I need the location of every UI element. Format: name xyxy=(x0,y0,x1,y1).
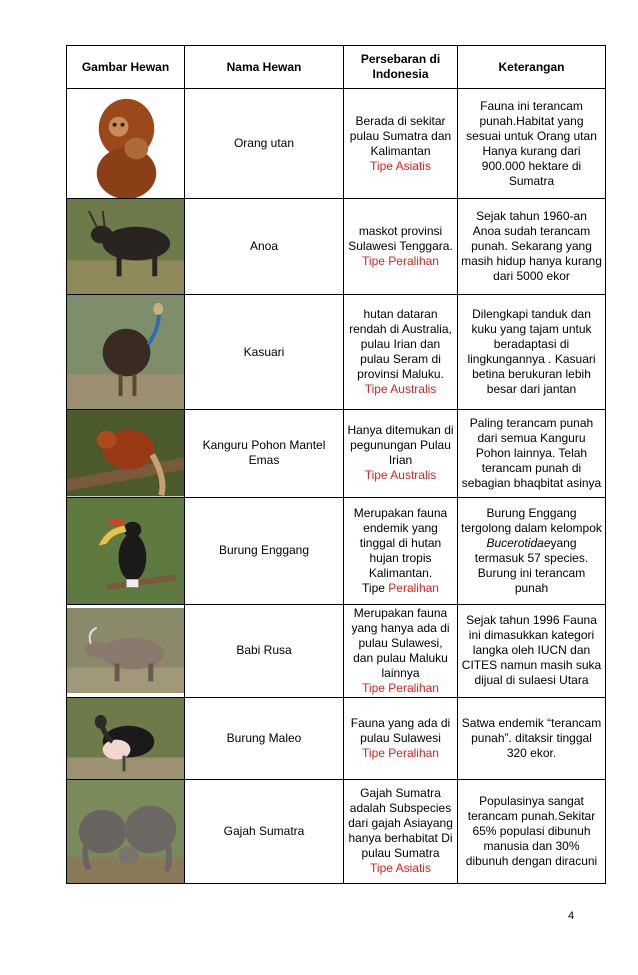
distribution-text: Gajah Sumatra adalah Subspecies dari gajah Asiayang hanya berhabitat Di pulau Sumatra xyxy=(348,786,453,861)
distribution-text: Merupakan fauna endemik yang tinggal di hutan hujan tropis Kalimantan. xyxy=(353,505,448,580)
animal-name: Kasuari xyxy=(185,295,344,410)
animal-name: Burung Enggang xyxy=(185,497,344,604)
note-italic-term: Bucerotidae xyxy=(486,535,551,550)
animal-name: Kanguru Pohon Mantel Emas xyxy=(185,410,344,497)
maleo-photo xyxy=(67,698,184,779)
type-label: Tipe Australis xyxy=(364,468,437,483)
hornbill-photo xyxy=(67,498,184,604)
orangutan-photo xyxy=(67,89,184,198)
note-cell: Fauna ini terancam punah.Habitat yang sesuai untuk Orang utan Hanya kurang dari 900.000 hektare di Sumatra xyxy=(458,89,606,199)
note-cell: Sejak tahun 1960-an Anoa sudah terancam punah. Sekarang yang masih hidup hanya kurang dari 5000 ekor xyxy=(458,199,606,295)
tree-kangaroo-photo xyxy=(67,410,184,496)
babirusa-photo xyxy=(67,608,184,693)
type-label: Tipe Peralihan xyxy=(362,254,439,269)
animal-name: Gajah Sumatra xyxy=(185,779,344,883)
note-cell: Sejak tahun 1996 Fauna ini dimasukkan kategori langka oleh IUCN dan CITES namun masih suka dijual di sulaesi Utara xyxy=(458,604,606,697)
cassowary-photo-cell xyxy=(67,295,185,410)
anoa-photo-cell xyxy=(67,199,185,295)
header-image: Gambar Hewan xyxy=(67,46,185,89)
distribution-cell xyxy=(344,410,458,497)
hornbill-photo-cell xyxy=(67,497,185,604)
table-row xyxy=(67,199,606,295)
page-number: 4 xyxy=(568,910,575,922)
distribution-text: hutan dataran rendah di Australia, pulau Irian dan pulau Seram di provinsi Maluku. xyxy=(349,307,452,382)
distribution-cell xyxy=(344,199,458,295)
header-distribution: Persebaran di Indonesia xyxy=(344,46,458,89)
table-row xyxy=(67,604,606,697)
note-cell: Satwa endemik “terancam punah”. ditaksir tinggal 320 ekor. xyxy=(458,697,606,779)
fauna-table xyxy=(66,45,606,884)
distribution-text: Hanya ditemukan di pegunungan Pulau Irian xyxy=(347,423,454,468)
type-label: Tipe Australis xyxy=(364,382,437,397)
header-note: Keterangan xyxy=(458,46,606,89)
header-name: Nama Hewan xyxy=(185,46,344,89)
animal-name: Anoa xyxy=(185,199,344,295)
table-row xyxy=(67,779,606,883)
distribution-text: Berada di sekitar pulau Sumatra dan Kalimantan xyxy=(349,113,452,158)
distribution-cell xyxy=(344,697,458,779)
distribution-cell xyxy=(344,89,458,199)
type-label: Tipe Asiatis xyxy=(370,158,431,173)
distribution-cell xyxy=(344,779,458,883)
animal-name: Orang utan xyxy=(185,89,344,199)
distribution-cell xyxy=(344,497,458,604)
type-label: Tipe Asiatis xyxy=(370,861,431,876)
note-cell xyxy=(458,497,606,604)
distribution-text: Merupakan fauna yang hanya ada di pulau Sulawesi, dan pulau Maluku lainnya xyxy=(351,605,450,680)
distribution-cell xyxy=(344,604,458,697)
type-label: Tipe Peralihan xyxy=(362,680,439,695)
distribution-text: maskot provinsi Sulawesi Tenggara. xyxy=(348,224,453,254)
distribution-cell xyxy=(344,295,458,410)
type-label: Tipe Peralihan xyxy=(362,745,439,760)
maleo-photo-cell xyxy=(67,697,185,779)
animal-name: Burung Maleo xyxy=(185,697,344,779)
note-text-cont: yang termasuk 57 species. Burung ini terancam punah xyxy=(474,535,589,595)
table-row xyxy=(67,89,606,199)
type-prefix: Tipe xyxy=(362,580,385,595)
note-cell: Populasinya sangat terancam punah.Sekitar 65% populasi dibunuh manusia dan 30% dibunuh dengan diracuni xyxy=(458,779,606,883)
orangutan-photo-cell xyxy=(67,89,185,199)
table-row xyxy=(67,697,606,779)
table-row xyxy=(67,497,606,604)
table-row xyxy=(67,410,606,497)
header-row xyxy=(67,46,606,89)
elephant-photo xyxy=(67,780,184,883)
table-row xyxy=(67,295,606,410)
elephant-photo-cell xyxy=(67,779,185,883)
anoa-photo xyxy=(67,199,184,294)
babirusa-photo-cell xyxy=(67,604,185,697)
animal-name: Babi Rusa xyxy=(185,604,344,697)
note-text: Burung Enggang tergolong dalam kelompok xyxy=(461,505,602,535)
distribution-text: Fauna yang ada di pulau Sulawesi xyxy=(350,715,451,745)
tree-kangaroo-photo-cell xyxy=(67,410,185,497)
cassowary-photo xyxy=(67,295,184,409)
type-value: Peralihan xyxy=(388,580,439,595)
note-cell: Paling terancam punah dari semua Kanguru Pohon lainnya. Telah terancam punah di sebagian bhaqbitat asinya xyxy=(458,410,606,497)
note-cell: Dilengkapi tanduk dan kuku yang tajam untuk beradaptasi di lingkungannya . Kasuari betina berukuran lebih besar dari jantan xyxy=(458,295,606,410)
type-label xyxy=(347,581,454,596)
